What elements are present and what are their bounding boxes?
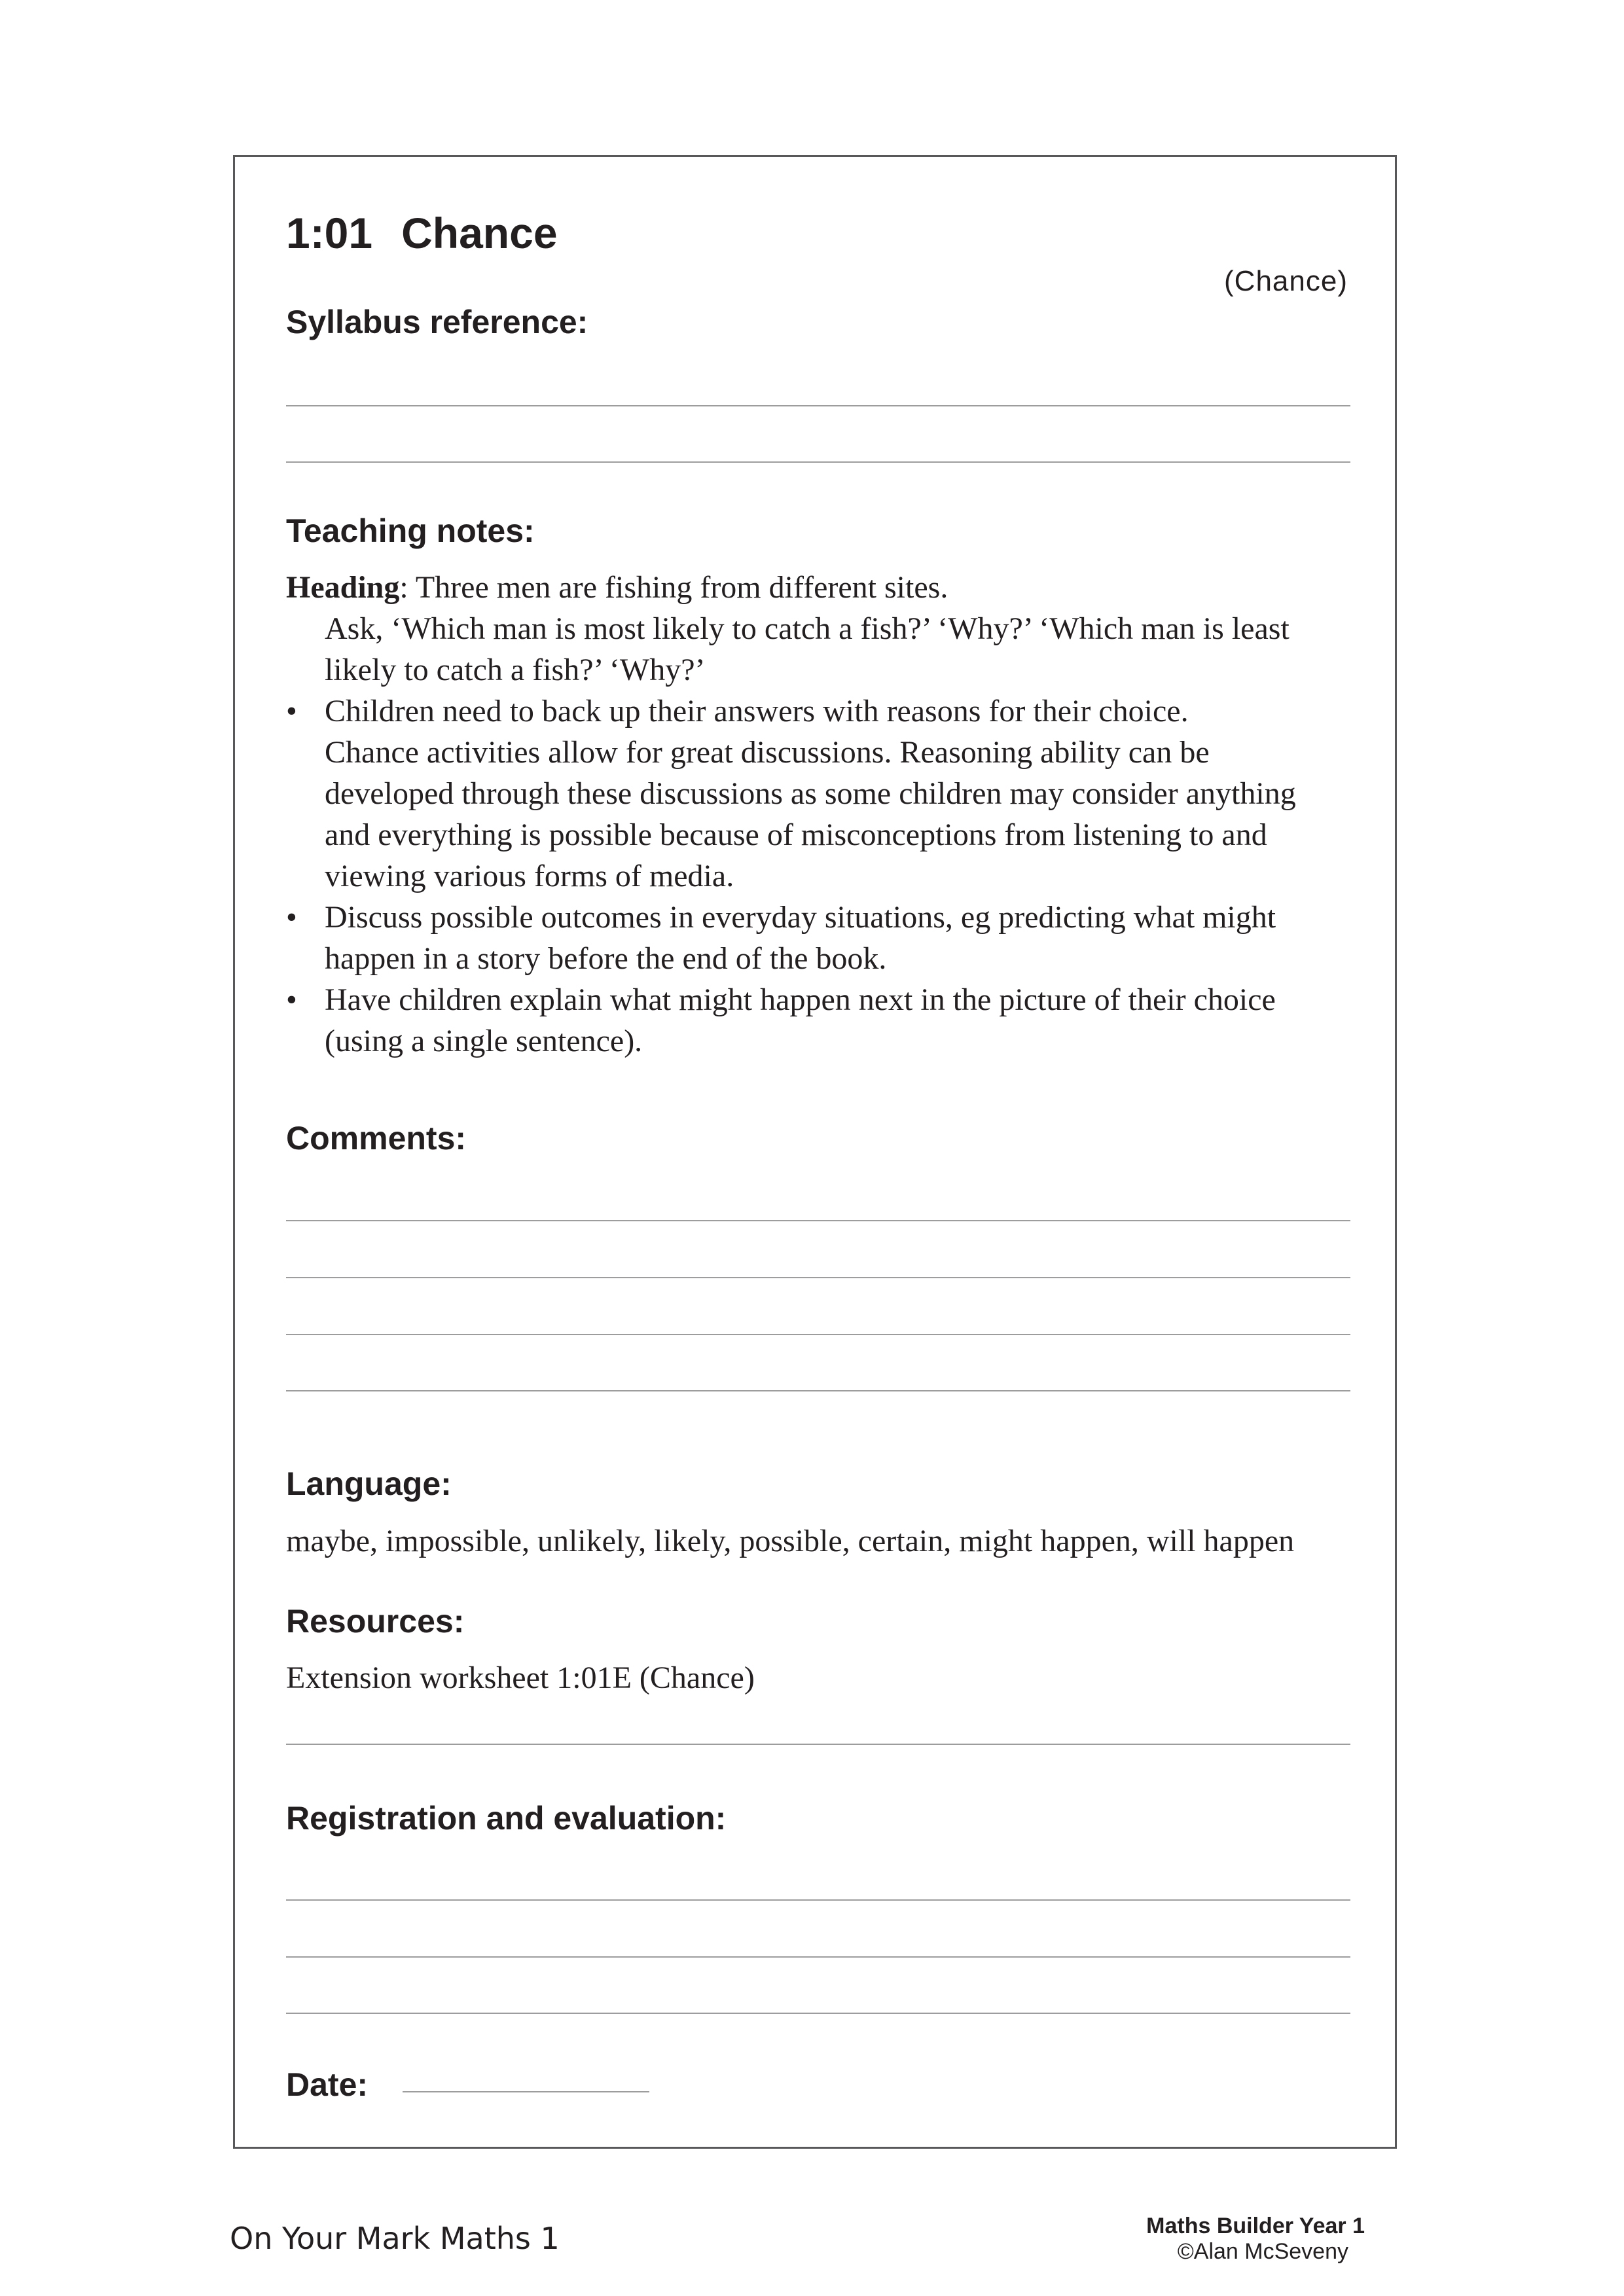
lesson-name: Chance <box>401 209 558 257</box>
syllabus-line-1[interactable] <box>286 405 1350 406</box>
bullet-line: developed through these discussions as some children may consider anything <box>325 776 1296 811</box>
teaching-notes-heading: Teaching notes: <box>286 512 535 549</box>
registration-line-1[interactable] <box>286 1899 1350 1901</box>
registration-line-2[interactable] <box>286 1956 1350 1958</box>
bullet-item <box>286 979 1360 1062</box>
bullet-line: and everything is possible because of misconceptions from listening to and <box>325 817 1267 852</box>
bullet-item <box>286 691 1360 897</box>
teaching-notes-body <box>286 567 1360 1062</box>
comments-line-2[interactable] <box>286 1277 1350 1278</box>
series-footer: On Your Mark Maths 1 <box>230 2221 560 2256</box>
ask-line-2: likely to catch a fish?’ ‘Why?’ <box>325 653 706 687</box>
comments-heading: Comments: <box>286 1120 467 1157</box>
registration-line-3[interactable] <box>286 2013 1350 2014</box>
date-line[interactable] <box>403 2091 649 2092</box>
bullet-line: Have children explain what might happen next in the picture of their choice <box>325 982 1276 1017</box>
bullet-icon: • <box>286 982 297 1017</box>
language-heading: Language: <box>286 1465 452 1502</box>
heading-note-label: Heading <box>286 570 400 605</box>
page-title <box>286 208 558 258</box>
syllabus-heading: Syllabus reference: <box>286 304 588 340</box>
ask-line-1: Ask, ‘Which man is most likely to catch a fish?’ ‘Why?’ ‘Which man is least <box>325 611 1290 646</box>
registration-heading: Registration and evaluation: <box>286 1800 727 1837</box>
resources-line[interactable] <box>286 1744 1350 1745</box>
bullet-item <box>286 897 1360 979</box>
bullet-line: Chance activities allow for great discussions. Reasoning ability can be <box>325 735 1210 770</box>
bullet-icon: • <box>286 694 297 728</box>
date-label: Date: <box>286 2066 369 2103</box>
heading-note-text: : Three men are fishing from different sites. <box>399 570 948 605</box>
strand-label: (Chance) <box>1224 265 1348 297</box>
bullet-line: viewing various forms of media. <box>325 859 734 893</box>
copyright-footer: ©Alan McSeveny <box>1177 2239 1348 2264</box>
resources-text: Extension worksheet 1:01E (Chance) <box>286 1660 755 1695</box>
bullet-line: Children need to back up their answers with reasons for their choice. <box>325 694 1189 728</box>
bullet-icon: • <box>286 900 297 935</box>
lesson-number: 1:01 <box>286 209 373 257</box>
syllabus-line-2[interactable] <box>286 461 1350 463</box>
language-text: maybe, impossible, unlikely, likely, possible, certain, might happen, will happen <box>286 1524 1295 1558</box>
bullet-line: Discuss possible outcomes in everyday situations, eg predicting what might <box>325 900 1276 935</box>
heading-note <box>286 567 1360 608</box>
book-title-footer: Maths Builder Year 1 <box>1146 2214 1365 2238</box>
resources-heading: Resources: <box>286 1603 465 1640</box>
bullet-line: (using a single sentence). <box>325 1024 643 1058</box>
comments-line-1[interactable] <box>286 1220 1350 1221</box>
bullet-line: happen in a story before the end of the book. <box>325 941 887 976</box>
comments-line-3[interactable] <box>286 1334 1350 1335</box>
comments-line-4[interactable] <box>286 1390 1350 1391</box>
